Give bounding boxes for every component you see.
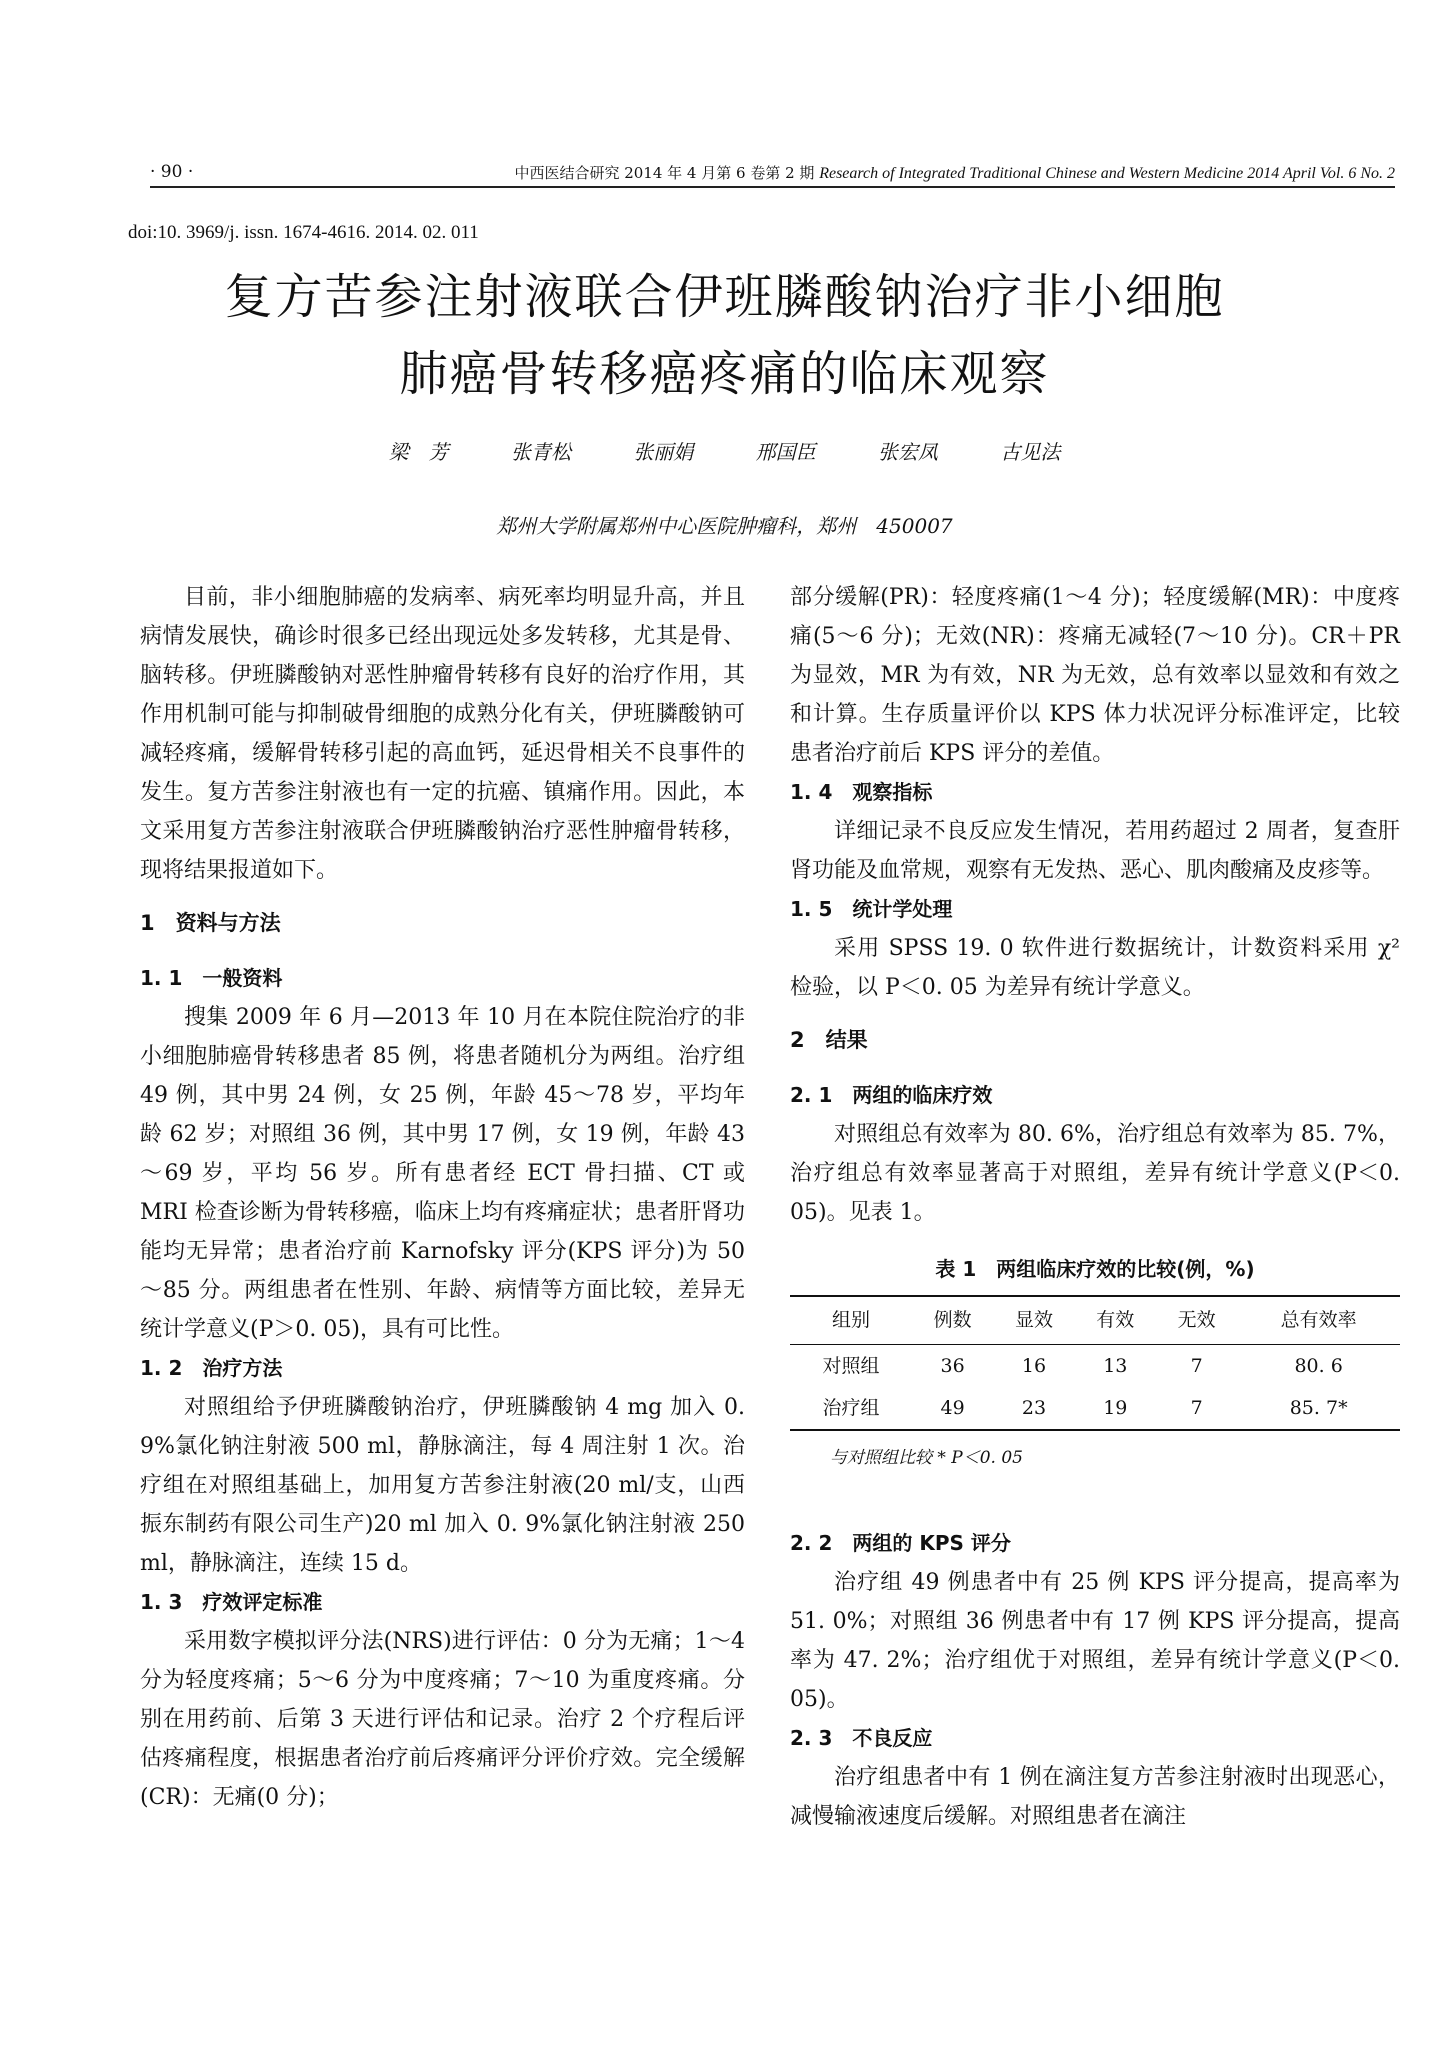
section-2-heading: 2 结果 <box>790 1028 868 1052</box>
author: 古见法 <box>1000 440 1061 464</box>
table-cell: 23 <box>993 1387 1074 1430</box>
section-2-1-text: 对照组总有效率为 80. 6%，治疗组总有效率为 85. 7%，治疗组总有效率显著高于对照组，差异有统计学意义(P＜0. 05)。见表 1。 <box>790 1122 1400 1225</box>
table-header-cell: 例数 <box>912 1296 993 1345</box>
section-1-3-continued: 部分缓解(PR)：轻度疼痛(1～4 分)；轻度缓解(MR)：中度疼痛(5～6 分)；无效(NR)：疼痛无减轻(7～10 分)。CR＋PR 为显效，MR 为有效，NR 为无效，总有效率以显效和有效之和计算。生存质量评价以 KPS 体力状况评分标准评定，比较患者治疗前后 KPS 评分的差值。 <box>790 585 1400 766</box>
table-cell: 13 <box>1103 1355 1128 1377</box>
section-1-1-text: 搜集 2009 年 6 月—2013 年 10 月在本院住院治疗的非小细胞肺癌骨转移患者 85 例，将患者随机分为两组。治疗组 49 例，其中男 24 例，女 25 例，年龄 45～78 岁，平均年龄 62 岁；对照组 36 例，其中男 17 例，女 19 例，年龄 43～69 岁，平均 56 岁。所有患者经 ECT 骨扫描、CT 或 MRI 检查诊断为骨转移癌，临床上均有疼痛症状；患者肝肾功能均无异常；患者治疗前 Karnofsky 评分(KPS 评分)为 50～85 分。两组患者在性别、年龄、病情等方面比较，差异无统计学意义(P＞0. 05)，具有可比性。 <box>140 1005 745 1342</box>
table-cell: 80. 6 <box>1294 1355 1343 1377</box>
author: 张丽娟 <box>633 440 694 464</box>
table-cell: 7 <box>1156 1387 1237 1430</box>
table-header-row <box>790 1296 1400 1345</box>
left-column <box>140 578 745 1817</box>
table-row <box>790 1387 1400 1430</box>
table-cell: 7 <box>1190 1355 1203 1377</box>
article-title-line-1: 复方苦参注射液联合伊班膦酸钠治疗非小细胞 <box>224 269 1225 325</box>
section-1-3-heading: 1. 3 疗效评定标准 <box>140 1590 323 1614</box>
section-1-4-text: 详细记录不良反应发生情况，若用药超过 2 周者，复查肝肾功能及血常规，观察有无发热、恶心、肌肉酸痛及皮疹等。 <box>790 819 1400 883</box>
section-1-5-text: 采用 SPSS 19. 0 软件进行数据统计，计数资料采用 χ² 检验，以 P＜0. 05 为差异有统计学意义。 <box>790 936 1400 1000</box>
right-column <box>790 578 1400 1836</box>
affiliation: 郑州大学附属郑州中心医院肿瘤科，郑州 450007 <box>496 514 953 538</box>
section-1-4-heading: 1. 4 观察指标 <box>790 780 933 804</box>
section-2-3-text: 治疗组患者中有 1 例在滴注复方苦参注射液时出现恶心，减慢输液速度后缓解。对照组患者在滴注 <box>790 1765 1400 1829</box>
section-2-1-heading: 2. 1 两组的临床疗效 <box>790 1083 993 1107</box>
table-cell: 36 <box>940 1355 965 1377</box>
intro-paragraph: 目前，非小细胞肺癌的发病率、病死率均明显升高，并且病情发展快，确诊时很多已经出现远处多发转移，尤其是骨、脑转移。伊班膦酸钠对恶性肿瘤骨转移有良好的治疗作用，其作用机制可能与抑制破骨细胞的成熟分化有关，伊班膦酸钠可减轻疼痛，缓解骨转移引起的高血钙，延迟骨相关不良事件的发生。复方苦参注射液也有一定的抗癌、镇痛作用。因此，本文采用复方苦参注射液联合伊班膦酸钠治疗恶性肿瘤骨转移，现将结果报道如下。 <box>140 585 745 883</box>
table-1-note: 与对照组比较 * P＜0. 05 <box>830 1448 1024 1468</box>
table-cell: 49 <box>912 1387 993 1430</box>
section-1-2-text: 对照组给予伊班膦酸钠治疗，伊班膦酸钠 4 mg 加入 0. 9%氯化钠注射液 500 ml，静脉滴注，每 4 周注射 1 次。治疗组在对照组基础上，加用复方苦参注射液(20 ml/支，山西振东制药有限公司生产)20 ml 加入 0. 9%氯化钠注射液 250 ml，静脉滴注，连续 15 d。 <box>140 1395 745 1576</box>
author: 邢国臣 <box>755 440 816 464</box>
journal-name-cn: 中西医结合研究 2014 年 4 月第 6 卷第 2 期 <box>514 164 815 182</box>
table-cell: 对照组 <box>822 1355 880 1377</box>
journal-info <box>514 162 1395 183</box>
table-1-grid <box>790 1295 1400 1431</box>
section-1-1-heading: 1. 1 一般资料 <box>140 966 283 990</box>
doi: doi:10. 3969/j. issn. 1674-4616. 2014. 02. 011 <box>128 222 479 243</box>
section-1-heading: 1 资料与方法 <box>140 911 281 935</box>
table-cell: 19 <box>1075 1387 1156 1430</box>
table-header-cell: 显效 <box>993 1296 1074 1345</box>
section-1-2-heading: 1. 2 治疗方法 <box>140 1356 283 1380</box>
journal-name-en: Research of Integrated Traditional Chinese and Western Medicine 2014 April Vol. 6 No. 2 <box>819 165 1395 182</box>
table-1 <box>790 1250 1400 1478</box>
section-1-5-heading: 1. 5 统计学处理 <box>790 897 953 921</box>
table-1-caption: 表 1 两组临床疗效的比较(例，%) <box>935 1257 1255 1281</box>
section-2-3-heading: 2. 3 不良反应 <box>790 1726 933 1750</box>
article-title-line-2: 肺癌骨转移癌疼痛的临床观察 <box>399 346 1050 402</box>
table-cell: 治疗组 <box>790 1387 912 1430</box>
author: 张青松 <box>510 440 571 464</box>
running-header <box>150 158 1395 188</box>
author: 张宏凤 <box>878 440 939 464</box>
section-1-3-text: 采用数字模拟评分法(NRS)进行评估：0 分为无痛；1～4 分为轻度疼痛；5～6 分为中度疼痛；7～10 为重度疼痛。分别在用药前、后第 3 天进行评估和记录。治疗 2 个疗程后评估疼痛程度，根据患者治疗前后疼痛评分评价疗效。完全缓解(CR)：无痛(0 分)； <box>140 1629 745 1810</box>
section-2-2-text: 治疗组 49 例患者中有 25 例 KPS 评分提高，提高率为 51. 0%；对照组 36 例患者中有 17 例 KPS 评分提高，提高率为 47. 2%；治疗组优于对照组，差异有统计学意义(P＜0. 05)。 <box>790 1570 1400 1712</box>
table-cell: 85. 7* <box>1237 1387 1400 1430</box>
author: 梁 芳 <box>388 440 449 464</box>
table-cell: 16 <box>1021 1355 1047 1377</box>
table-header-cell: 无效 <box>1156 1296 1237 1345</box>
table-header-cell: 总有效率 <box>1237 1296 1400 1345</box>
author-list <box>0 436 1449 465</box>
table-header-cell: 有效 <box>1075 1296 1156 1345</box>
table-header-cell: 组别 <box>790 1296 912 1345</box>
section-2-2-heading: 2. 2 两组的 KPS 评分 <box>790 1531 1011 1555</box>
page-number: · 90 · <box>150 162 194 182</box>
table-row <box>790 1345 1400 1388</box>
